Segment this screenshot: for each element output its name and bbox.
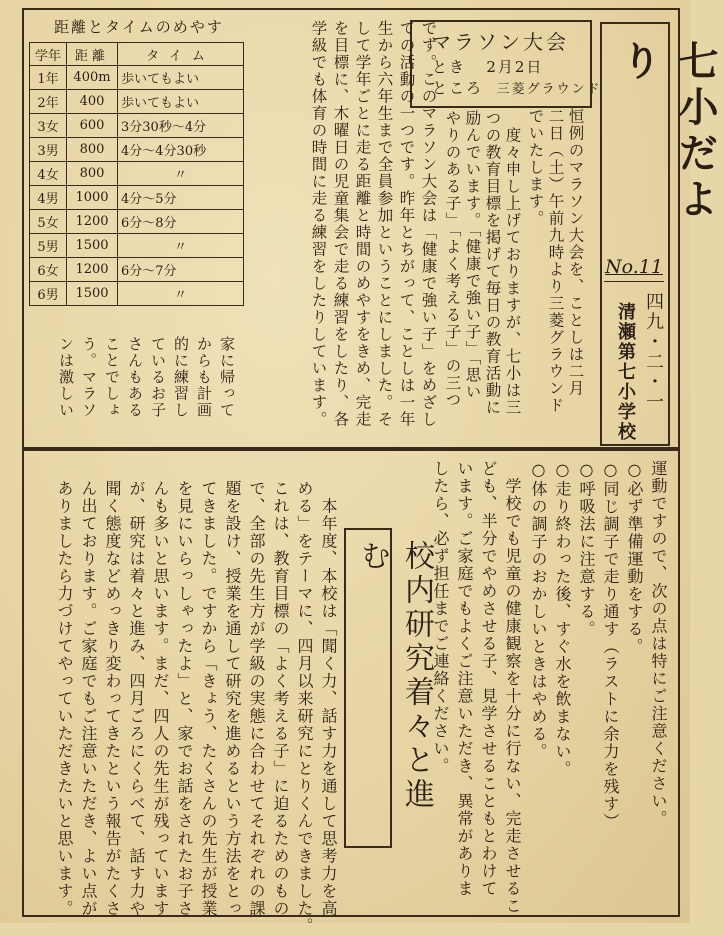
when-value: 2月2日 bbox=[486, 58, 544, 76]
article-column: ているお子 bbox=[149, 336, 167, 419]
table-row: 5男 1500 〃 bbox=[30, 234, 244, 258]
article-column: 生から六年生まで全員参加ということにしました。そ bbox=[375, 20, 394, 428]
article-column: です。このマラソン大会は「健康で強い子」をめざし bbox=[419, 20, 438, 428]
article-column: したら、必ず担任までご連絡ください。 bbox=[431, 460, 450, 775]
article-column: 恒例のマラソン大会を、ことしは二月 bbox=[566, 108, 585, 397]
top-article bbox=[248, 20, 600, 440]
top-article-continued bbox=[24, 336, 244, 440]
article-column: を目標に、木曜日の児童集会で走る練習をしたり、各 bbox=[331, 20, 350, 428]
article-column: でいたします。 bbox=[526, 108, 545, 227]
issue-date: 四九・二・一 bbox=[643, 292, 664, 412]
article-column: 題を設け、授業を通して研究を進めるという方法をとっ bbox=[223, 480, 242, 918]
table-row: 2年 400 歩いてもよい bbox=[30, 90, 244, 114]
marathon-heading: マラソン大会 bbox=[431, 30, 569, 54]
article-column: これは、教育目標の「よく考える子」に迫るためのもの bbox=[271, 480, 290, 918]
research-article bbox=[26, 480, 344, 935]
article-column: ○体の調子のおかしいときはやめる。 bbox=[529, 460, 548, 761]
when-label: とき bbox=[432, 58, 467, 76]
article-column: やりのある子」「よく考える子」の三つ bbox=[443, 110, 462, 409]
article-column: つの教育目標を掲げて毎日の教育活動に bbox=[483, 110, 502, 416]
article-column: 家に帰って bbox=[218, 336, 236, 419]
table-row: 6男 1500 〃 bbox=[30, 282, 244, 306]
article-column: ○同じ調子で走り通す（ラストに余力を残す） bbox=[601, 460, 620, 831]
table-row: 5女 1200 6分～8分 bbox=[30, 210, 244, 234]
article-column: して学年ごとに走る距離と時間のめやすをきめ、完走 bbox=[353, 20, 372, 428]
article-column: ありましたら力づけてやっていただきたいと思います。 bbox=[55, 480, 74, 918]
article-column: ○走り終わった後、すぐ水を飲まない。 bbox=[553, 460, 572, 778]
article-column: ○呼吸法に注意する。 bbox=[577, 460, 596, 638]
table-header-row bbox=[30, 43, 244, 66]
article-column: 励んでいます。「健康で強い子」「思い bbox=[463, 110, 482, 401]
article-column: 本年度、本校は「聞く力、話す力を通して思考力を高 bbox=[319, 480, 338, 918]
article-column: 学級でも体育の時間に走る練習をしたりしています。 bbox=[309, 20, 328, 428]
article-column: 的に練習し bbox=[172, 336, 190, 419]
article-column: で、全部の先生方が学級の実態に合わせてそれぞれの課 bbox=[247, 480, 266, 918]
header-distance: 距離 bbox=[67, 43, 118, 66]
article-column: からも計画 bbox=[195, 336, 213, 419]
research-headline: 校内研究着々と進む bbox=[355, 540, 434, 812]
article-column: う。マラソ bbox=[80, 336, 98, 419]
table-row: 4女 800 〃 bbox=[30, 162, 244, 186]
header-grade: 学年 bbox=[30, 43, 67, 66]
article-column: ん出ております。ご家庭でもご注意いただき、よい点が bbox=[79, 480, 98, 918]
article-column: を見にいらっしゃったよ」と、家でお話をされたお子さ bbox=[175, 480, 194, 918]
table-row: 4男 1000 4分～5分 bbox=[30, 186, 244, 210]
article-column: 運動ですので、次の点は特にご注意ください。 bbox=[649, 460, 668, 828]
article-column: んも多いと思います。まだ、四人の先生が残っています bbox=[151, 480, 170, 918]
article-column: ての活動の一つです。昨年とちがって、ことしは一年 bbox=[397, 20, 416, 428]
distance-table bbox=[29, 42, 244, 306]
issue-number: No.11 bbox=[604, 256, 664, 282]
table-row: 3女 600 3分30秒～4分 bbox=[30, 114, 244, 138]
table-row: 3男 800 4分～4分30秒 bbox=[30, 138, 244, 162]
article-column: います。ご家庭でもよくご注意いただき、異常がありま bbox=[455, 460, 474, 898]
distance-table-caption: 距離とタイムのめやす bbox=[54, 18, 224, 36]
article-column: 度々申し上げておりますが、七小は三 bbox=[503, 110, 522, 416]
article-column: ことでしょ bbox=[103, 336, 121, 419]
article-column: ンは激しい bbox=[57, 336, 75, 419]
where-value: 三菱グラウンド bbox=[496, 82, 602, 97]
article-column: 聞く態度などめっきり変わってきたという報告がたくさ bbox=[103, 480, 122, 918]
table-row: 1年 400m 歩いてもよい bbox=[30, 66, 244, 90]
article-column: さんもある bbox=[126, 336, 144, 419]
article-column: ども、半分でやめさせる子、見学させることもとわけて bbox=[479, 460, 498, 898]
school-name: 清瀬第七小学校 bbox=[615, 302, 636, 442]
article-column: ○必ず準備運動をする。 bbox=[625, 460, 644, 656]
where-label: ところ bbox=[432, 79, 484, 97]
article-column: が、研究は着々と進み、四月ごろにくらべて、話す力や bbox=[127, 480, 146, 918]
newsletter-title: 七小だより bbox=[615, 40, 719, 224]
article-column: 学校でも児童の健康観察を十分に行ない、完走させるこ bbox=[503, 460, 522, 915]
article-column: てきました。ですから「きょう、たくさんの先生が授業 bbox=[199, 480, 218, 918]
article-column: 二日（土）午前九時より三菱グラウンド bbox=[546, 108, 565, 414]
article-column: める」をテーマに、四月以来研究にとりくんできました。 bbox=[295, 480, 314, 935]
header-time: タイム bbox=[118, 43, 244, 66]
table-row: 6女 1200 6分～7分 bbox=[30, 258, 244, 282]
